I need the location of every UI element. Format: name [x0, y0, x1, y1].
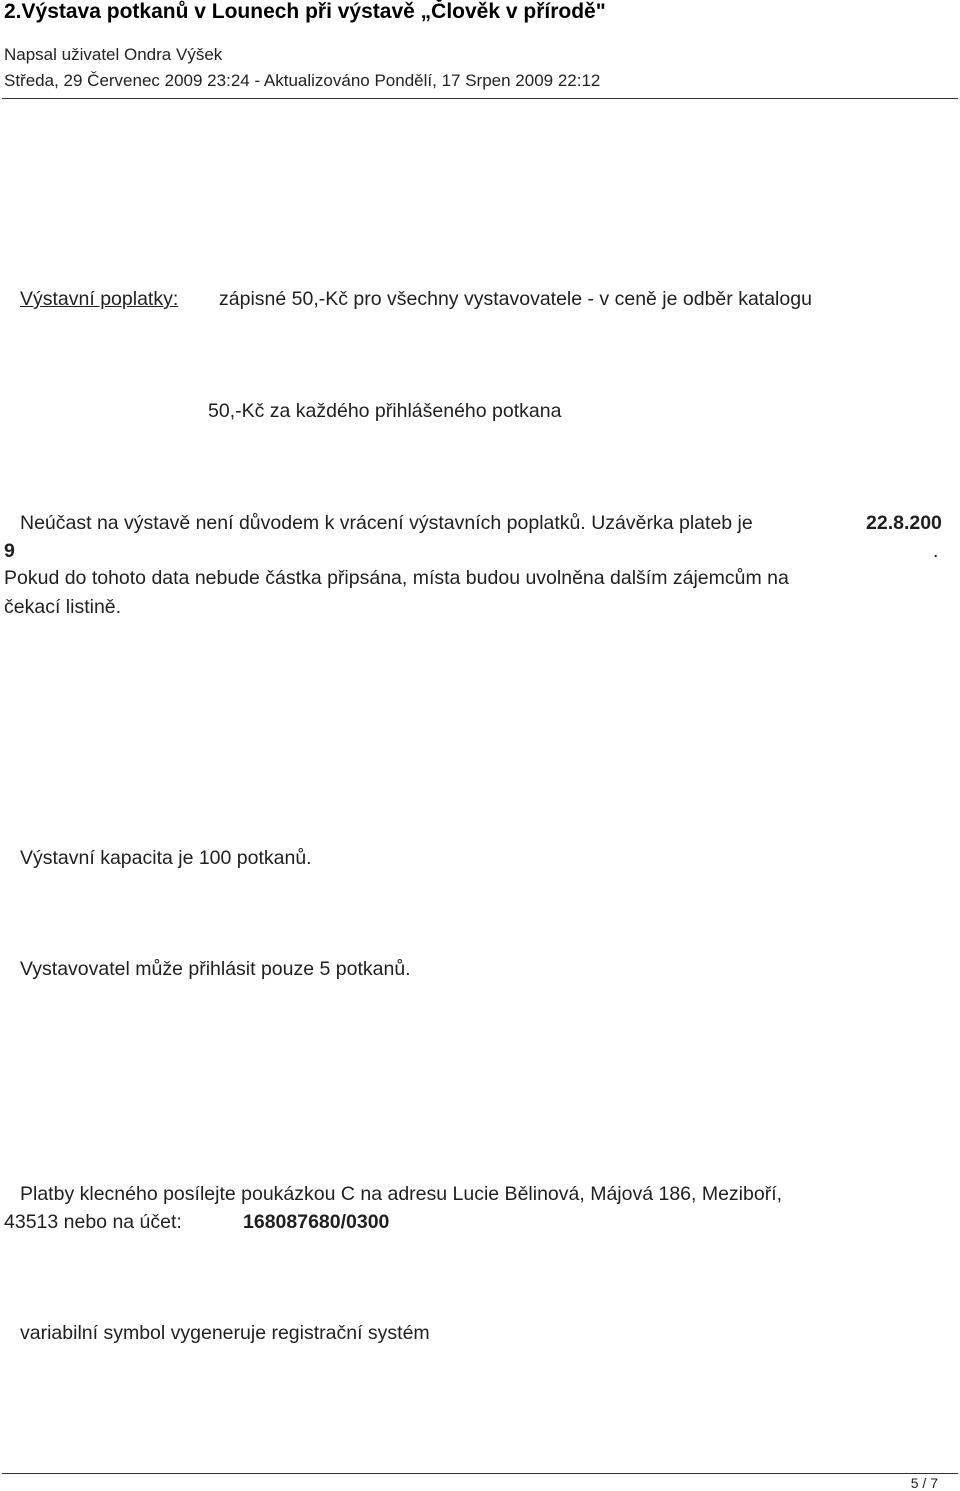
page-title: 2.Výstava potkanů v Lounech při výstavě „Člověk v přírodě": [4, 0, 606, 23]
nonattend-period: .: [933, 540, 939, 562]
limit-text: Vystavovatel může přihlásit pouze 5 potkanů.: [20, 958, 411, 980]
payment-line-2: 43513 nebo na účet:: [4, 1211, 182, 1233]
fees-line-1: zápisné 50,-Kč pro všechny vystavovatele - v ceně je odběr katalogu: [219, 288, 812, 310]
author-line: Napsal uživatel Ondra Výšek: [4, 45, 223, 64]
header-divider: [2, 98, 958, 99]
nonattend-line-1: Neúčast na výstavě není důvodem k vrácení výstavních poplatků. Uzávěrka plateb je: [20, 512, 753, 534]
fees-line-2: 50,-Kč za každého přihlášeného potkana: [208, 400, 562, 422]
nonattend-line-2: Pokud do tohoto data nebude částka připsána, místa budou uvolněna dalším zájemcům na: [4, 567, 789, 589]
nonattend-line-3: čekací listině.: [4, 596, 122, 618]
payment-line-1: Platby klecného posílejte poukázkou C na adresu Lucie Bělinová, Májová 186, Meziboří,: [20, 1183, 783, 1205]
payment-deadline-date-end: 9: [4, 540, 15, 562]
dates-line: Středa, 29 Červenec 2009 23:24 - Aktualizováno Pondělí, 17 Srpen 2009 22:12: [4, 71, 601, 90]
payment-deadline-date: 22.8.200: [866, 512, 942, 534]
bank-account-number: 168087680/0300: [243, 1211, 390, 1233]
footer-divider: [2, 1473, 958, 1474]
capacity-text: Výstavní kapacita je 100 potkanů.: [20, 847, 312, 869]
fees-label: Výstavní poplatky:: [20, 288, 179, 310]
page-number: 5 / 7: [910, 1475, 938, 1491]
variable-symbol-text: variabilní symbol vygeneruje registrační systém: [20, 1322, 430, 1344]
